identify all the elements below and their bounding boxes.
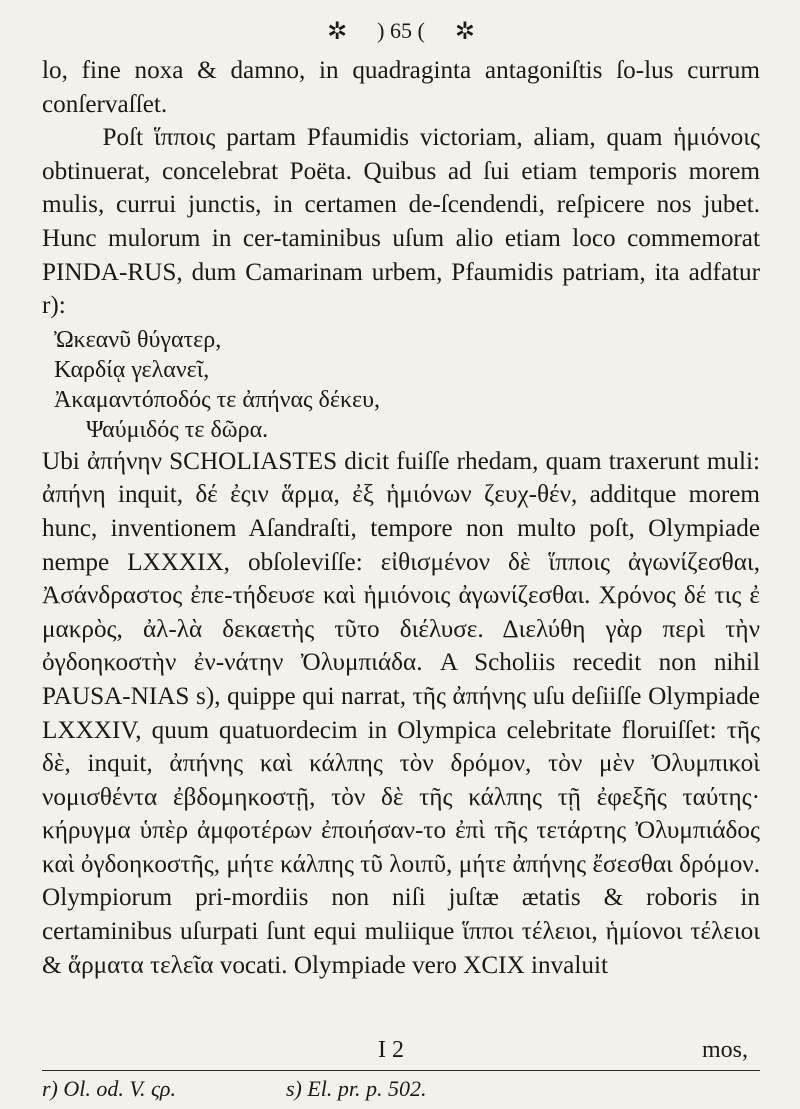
paragraph-1: lo, fine noxa & damno, in quadraginta antagoniſtis ſo-lus currum conſervaſſet.	[42, 57, 760, 118]
main-text	[42, 54, 760, 982]
catchword: mos,	[701, 1037, 748, 1063]
footnote-divider	[42, 1070, 760, 1071]
verse-line: Καρδίᾳ γελανεῖ,	[54, 356, 210, 383]
paragraph-2: Poſt ἵπποις partam Pfaumidis victoriam, aliam, quam ἡμιόνοις obtinuerat, concelebrat Poëta. Quibus ad ſui etiam temporis morem mulis, currui junctis, in certamen de-ſcendendi, reſpicere nos jubet. Hunc mulorum in cer-taminibus uſum alio etiam loco commemorat PINDA-RUS, dum Camarinam urbem, Pfaumidis patriam, ita adfatur r):	[42, 124, 760, 320]
verse-line: Ψαύμιδός τε δῶρα.	[86, 416, 269, 443]
verse-line: Ἀκαμαντόποδός τε ἀπήνας δέκευ,	[54, 386, 380, 413]
running-header	[42, 0, 760, 54]
signature-mark: I 2	[378, 1037, 404, 1063]
verse-line: Ὠκεανῦ θύγατερ,	[54, 326, 222, 353]
footnotes	[42, 1076, 427, 1102]
footnote-r: r) Ol. od. V. ςρ.	[42, 1076, 176, 1101]
paragraph-3: Ubi ἀπήνην SCHOLIASTES dicit fuiſſe rhedam, quam traxerunt muli: ἀπήνη inquit, δέ ἐςιν ἅρμα, ἐξ ἡμιόνων ζευχ-θέν, additque morem hunc, inventionem Aſandraſti, tempore non multo poſt, Olympiade nempe LXXXIX, obſoleviſſe: εἰθισμένον δὲ ἵπποις ἀγωνίζεσθαι, Ἀσάνδραστος ἐπε-τήδευσε καὶ ἡμιόνοις ἀγωνίζεσθαι. Χρόνος δέ τις ἐ μακρὸς, ἀλ-λὰ δεκαετὴς τῦτο διέλυσε. Διελύθη γὰρ περὶ τὴν ὀγδοηκοστὴν ἐν-νάτην Ὀλυμπιάδα. A Scholiis recedit non nihil PAUSA-NIAS s), quippe qui narrat, τῆς ἀπήνης uſu deſiiſſe Olympiade LXXXIV, quum quatuordecim in Olympica celebritate floruiſſet: τῆς δὲ, inquit, ἀπήνης καὶ κάλπης τὸν δρόμον, τὸν μὲν Ὀλυμπικοὶ νομισθέντα ἐβδομηκοστῇ, τὸν δὲ τῆς κάλπης τῇ ἐφεξῆς ταύτης· κήρυγμα ὑπὲρ ἀμφοτέρων ἐποιήσαν-το ἐπὶ τῆς τετάρτης Ὀλυμπιάδος καὶ ὀγδοηκοστῆς, μήτε κάλπης τῦ λοιπῦ, μήτε ἀπήνης ἔσεσθαι δρόμον. Olympiorum pri-mordiis non niſi juſtæ ætatis & roboris in certaminibus uſurpati ſunt equi muliique ἵπποι τέλειοι, ἡμίονοι τέλειοι & ἅρματα τελεῖα vocati. Olympiade vero XCIX invaluit	[42, 447, 760, 979]
ornament-right-icon: ✲	[454, 18, 475, 45]
ornament-left-icon: ✲	[327, 18, 348, 45]
pindar-quotation	[42, 325, 760, 445]
footnote-s: s) El. pr. p. 502.	[285, 1076, 427, 1101]
page-number: ) 65 (	[377, 18, 425, 43]
